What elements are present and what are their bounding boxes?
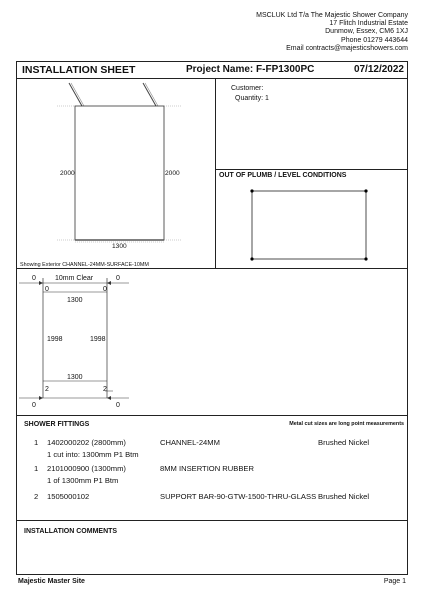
footer-site: Majestic Master Site (18, 578, 85, 585)
clearance-label: 10mm Clear (55, 275, 94, 282)
clear-top-left-outer: 0 (32, 275, 36, 282)
fitting-code: 1402000202 (2800mm) (47, 438, 126, 447)
fitting-description: SUPPORT BAR-90-GTW-1500-THRU-GLASS (160, 492, 317, 501)
clear-top-width: 1300 (67, 297, 83, 304)
fitting-description: 8MM INSERTION RUBBER (160, 464, 254, 473)
footer-page: Page 1 (383, 578, 406, 585)
fittings-note: Metal cut sizes are long point measurements (289, 421, 404, 427)
fitting-qty: 2 (34, 492, 39, 501)
sheet-date: 07/12/2022 (353, 64, 404, 75)
company-info (256, 12, 408, 53)
clear-top-left-inner: 0 (45, 286, 49, 293)
plumb-title: OUT OF PLUMB / LEVEL CONDITIONS (219, 172, 347, 179)
width-label: 1300 (112, 243, 127, 250)
customer-label: Customer: (231, 85, 264, 92)
panel-divider (215, 78, 216, 268)
fitting-code: 2101000900 (1300mm) (47, 464, 126, 473)
clear-bottom-right-outer: 0 (116, 402, 120, 409)
clear-bottom-width: 1300 (67, 374, 83, 381)
fitting-sub: 1 of 1300mm P1 Btm (47, 476, 119, 485)
height-left-label: 2000 (60, 170, 75, 177)
company-email: Email contracts@majesticshowers.com (286, 44, 408, 52)
company-address-line-1: 17 Flitch Industrial Estate (329, 20, 408, 28)
fitting-finish: Brushed Nickel (318, 492, 370, 501)
comments-title: INSTALLATION COMMENTS (24, 528, 118, 535)
fitting-qty: 1 (34, 438, 39, 447)
fitting-sub: 1 cut into: 1300mm P1 Btm (47, 450, 139, 459)
fitting-description: CHANNEL-24MM (160, 438, 220, 447)
comments-divider (16, 520, 407, 521)
fitting-qty: 1 (34, 464, 39, 473)
company-name: MSCLUK Ltd T/a The Majestic Shower Company (256, 12, 408, 19)
clear-bottom-left-outer: 0 (32, 402, 36, 409)
company-phone: Phone 01279 443644 (341, 36, 408, 44)
fitting-finish: Brushed Nickel (318, 438, 370, 447)
clear-left-height: 1998 (47, 336, 63, 343)
clear-top-right-inner: 0 (103, 286, 107, 293)
plumb-divider (215, 169, 407, 170)
clearance-diagram (17, 270, 157, 415)
company-address-line-2: Dunmow, Essex, CM6 1XJ (325, 28, 408, 36)
sheet-title: INSTALLATION SHEET (22, 64, 136, 76)
quantity-label: Quantity: 1 (235, 95, 269, 102)
fittings-divider (16, 415, 407, 416)
clear-bottom-left-inner: 2 (45, 386, 49, 393)
panel-drawing (17, 79, 215, 265)
clear-bottom-right-inner: 2 (103, 386, 107, 393)
project-name: Project Name: F-FP1300PC (186, 64, 315, 75)
plumb-diagram (245, 186, 375, 262)
fittings-title: SHOWER FITTINGS (24, 421, 90, 428)
fitting-code: 1505000102 (47, 492, 90, 501)
height-right-label: 2000 (165, 170, 180, 177)
drawing-caption: Showing Exterior CHANNEL-24MM-SURFACE-10MM (20, 262, 149, 268)
drawing-divider (16, 268, 407, 269)
clear-top-right-outer: 0 (116, 275, 120, 282)
clear-right-height: 1998 (90, 336, 106, 343)
